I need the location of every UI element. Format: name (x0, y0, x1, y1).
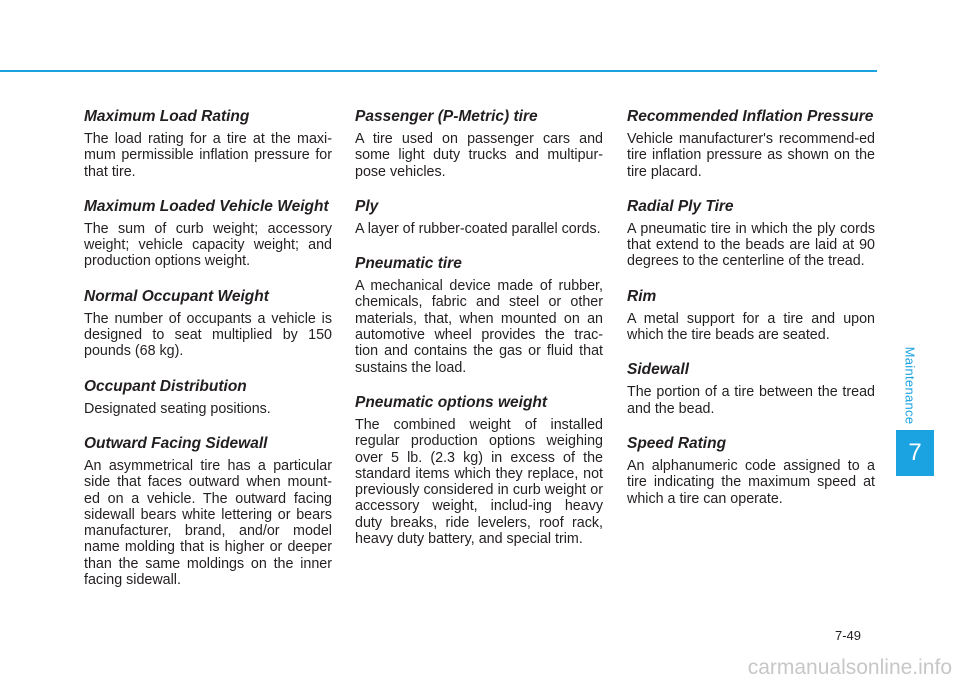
glossary-definition: A mechanical device made of rubber, chemicals, fabric and steel or other materials, that, when mounted on an automotive wheel provides the trac-tion and contains the gas or fluid that sustains the load. (355, 278, 603, 376)
glossary-term: Outward Facing Sidewall (84, 434, 268, 452)
glossary-term: Passenger (P-Metric) tire (355, 108, 538, 125)
glossary-definition: Vehicle manufacturer's recommend-ed tire inflation pressure as shown on the tire placard. (627, 131, 875, 180)
column-3 (627, 108, 875, 525)
column-1 (84, 108, 332, 606)
glossary-entry (627, 288, 875, 344)
glossary-entry (84, 378, 332, 417)
glossary-definition: The combined weight of installed regular production options weighing over 5 lb. (2.3 kg) in excess of the standard items which they replace, not previously considered in curb weight or accessory weight, includ-ing heavy duty breaks, ride levelers, roof rack, heavy duty battery, and special trim. (355, 416, 603, 548)
glossary-term: Normal Occupant Weight (84, 287, 269, 305)
glossary-entry (84, 288, 332, 360)
glossary-term: Occupant Distribution (84, 377, 247, 395)
glossary-definition: An alphanumeric code assigned to a tire indicating the maximum speed at which a tire can operate. (627, 457, 875, 507)
watermark: carmanualsonline.info (747, 656, 952, 679)
glossary-definition: The load rating for a tire at the maxi-mum permissible inflation pressure for that tire. (84, 131, 332, 180)
glossary-entry (627, 435, 875, 507)
glossary-definition: A tire used on passenger cars and some light duty trucks and multipur-pose vehicles. (355, 131, 603, 180)
glossary-entry (355, 255, 603, 376)
glossary-definition: A layer of rubber-coated parallel cords. (355, 220, 601, 237)
header-rule (0, 70, 877, 72)
glossary-entry (355, 198, 603, 237)
glossary-definition: A metal support for a tire and upon which the tire beads are seated. (627, 310, 875, 344)
column-2 (355, 108, 603, 565)
glossary-term: Pneumatic options weight (355, 393, 548, 411)
glossary-term: Ply (355, 197, 379, 215)
glossary-term: Pneumatic tire (355, 255, 462, 273)
glossary-definition: An asymmetrical tire has a particular side that faces outward when mount-ed on a vehicle. The outward facing sidewall bears white lettering or bears manufacturer, brand, and/or model name molding that is higher or deeper than the same moldings on the inner facing sidewall. (84, 457, 332, 589)
glossary-entry (355, 394, 603, 547)
glossary-definition: The sum of curb weight; accessory weight; vehicle capacity weight; and production options weight. (84, 220, 332, 270)
glossary-definition: The number of occupants a vehicle is designed to seat multiplied by 150 pounds (68 kg). (84, 310, 332, 360)
glossary-term: Radial Ply Tire (627, 197, 734, 215)
glossary-term: Maximum Loaded Vehicle Weight (84, 197, 329, 215)
section-side-label (896, 340, 924, 430)
glossary-term: Recommended Inflation Pressure (627, 108, 874, 125)
glossary-term: Sidewall (627, 361, 690, 379)
glossary-entry (627, 198, 875, 270)
glossary-entry (84, 198, 332, 270)
chapter-number-tab: 7 (896, 430, 934, 476)
glossary-entry (84, 108, 332, 180)
glossary-definition: Designated seating positions. (84, 400, 271, 417)
glossary-term: Speed Rating (627, 434, 727, 452)
page-number: 7-49 (834, 628, 862, 643)
section-side-label-text: Maintenance (902, 346, 918, 424)
glossary-term: Maximum Load Rating (84, 108, 250, 125)
glossary-definition: The portion of a tire between the tread and the bead. (627, 384, 875, 417)
glossary-entry (627, 108, 875, 180)
glossary-entry (355, 108, 603, 180)
glossary-entry (84, 435, 332, 588)
glossary-entry (627, 361, 875, 417)
glossary-term: Rim (627, 287, 657, 305)
glossary-definition: A pneumatic tire in which the ply cords that extend to the beads are laid at 90 degrees to the centerline of the tread. (627, 220, 875, 270)
